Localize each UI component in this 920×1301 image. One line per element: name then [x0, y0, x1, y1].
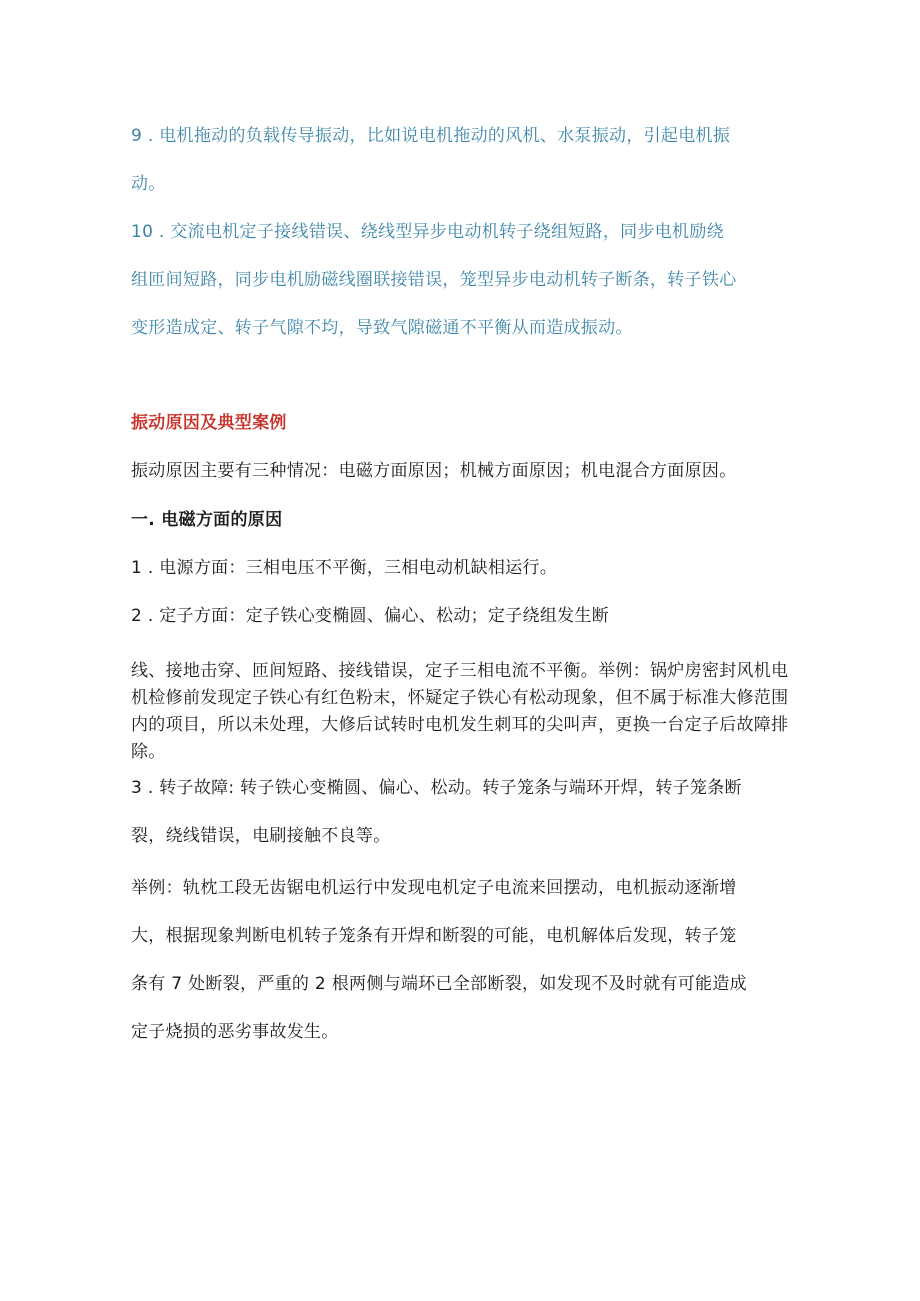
- section-heading: 振动原因及典型案例: [131, 413, 287, 433]
- intro-paragraph: 振动原因主要有三种情况：电磁方面原因；机械方面原因；机电混合方面原因。: [131, 461, 737, 481]
- point-3-line-2: 裂，绕线错误，电刷接触不良等。: [131, 826, 391, 846]
- item-10-line-1: 10 . 交流电机定子接线错误、绕线型异步电动机转子绕组短路，同步电机励绕: [131, 222, 724, 242]
- example-line-1: 举例：轨枕工段无齿锯电机运行中发现电机定子电流来回摆动，电机振动逐渐增: [131, 878, 737, 898]
- item-9-line-2: 动。: [131, 174, 166, 194]
- point-3-line-1: 3 . 转子故障: 转子铁心变椭圆、偏心、松动。转子笼条与端环开焊，转子笼条断: [131, 778, 742, 798]
- example-line-4: 定子烧损的恶劣事故发生。: [131, 1022, 339, 1042]
- item-10-line-2: 组匝间短路，同步电机励磁线圈联接错误，笼型异步电动机转子断条，转子铁心: [131, 270, 737, 290]
- example-line-3: 条有 7 处断裂，严重的 2 根两侧与端环已全部断裂，如发现不及时就有可能造成: [131, 974, 747, 994]
- item-10-line-3: 变形造成定、转子气隙不均，导致气隙磁通不平衡从而造成振动。: [131, 318, 633, 338]
- point-2-line-1: 2 . 定子方面：定子铁心变椭圆、偏心、松动；定子绕组发生断: [131, 606, 610, 626]
- example-line-2: 大，根据现象判断电机转子笼条有开焊和断裂的可能，电机解体后发现，转子笼: [131, 926, 737, 946]
- point-2-paragraph: 线、接地击穿、匝间短路、接线错误，定子三相电流不平衡。举例：锅炉房密封风机电机检修前发现定子铁心有红色粉末，怀疑定子铁心有松动现象，但不属于标准大修范围内的项目，所以未处理，大修后试转时电机发生刺耳的尖叫声，更换一台定子后故障排除。: [131, 661, 789, 762]
- sub-heading: 一. 电磁方面的原因: [131, 510, 283, 530]
- point-1: 1 . 电源方面：三相电压不平衡，三相电动机缺相运行。: [131, 558, 558, 578]
- item-9-line-1: 9 . 电机拖动的负载传导振动，比如说电机拖动的风机、水泵振动，引起电机振: [131, 126, 731, 146]
